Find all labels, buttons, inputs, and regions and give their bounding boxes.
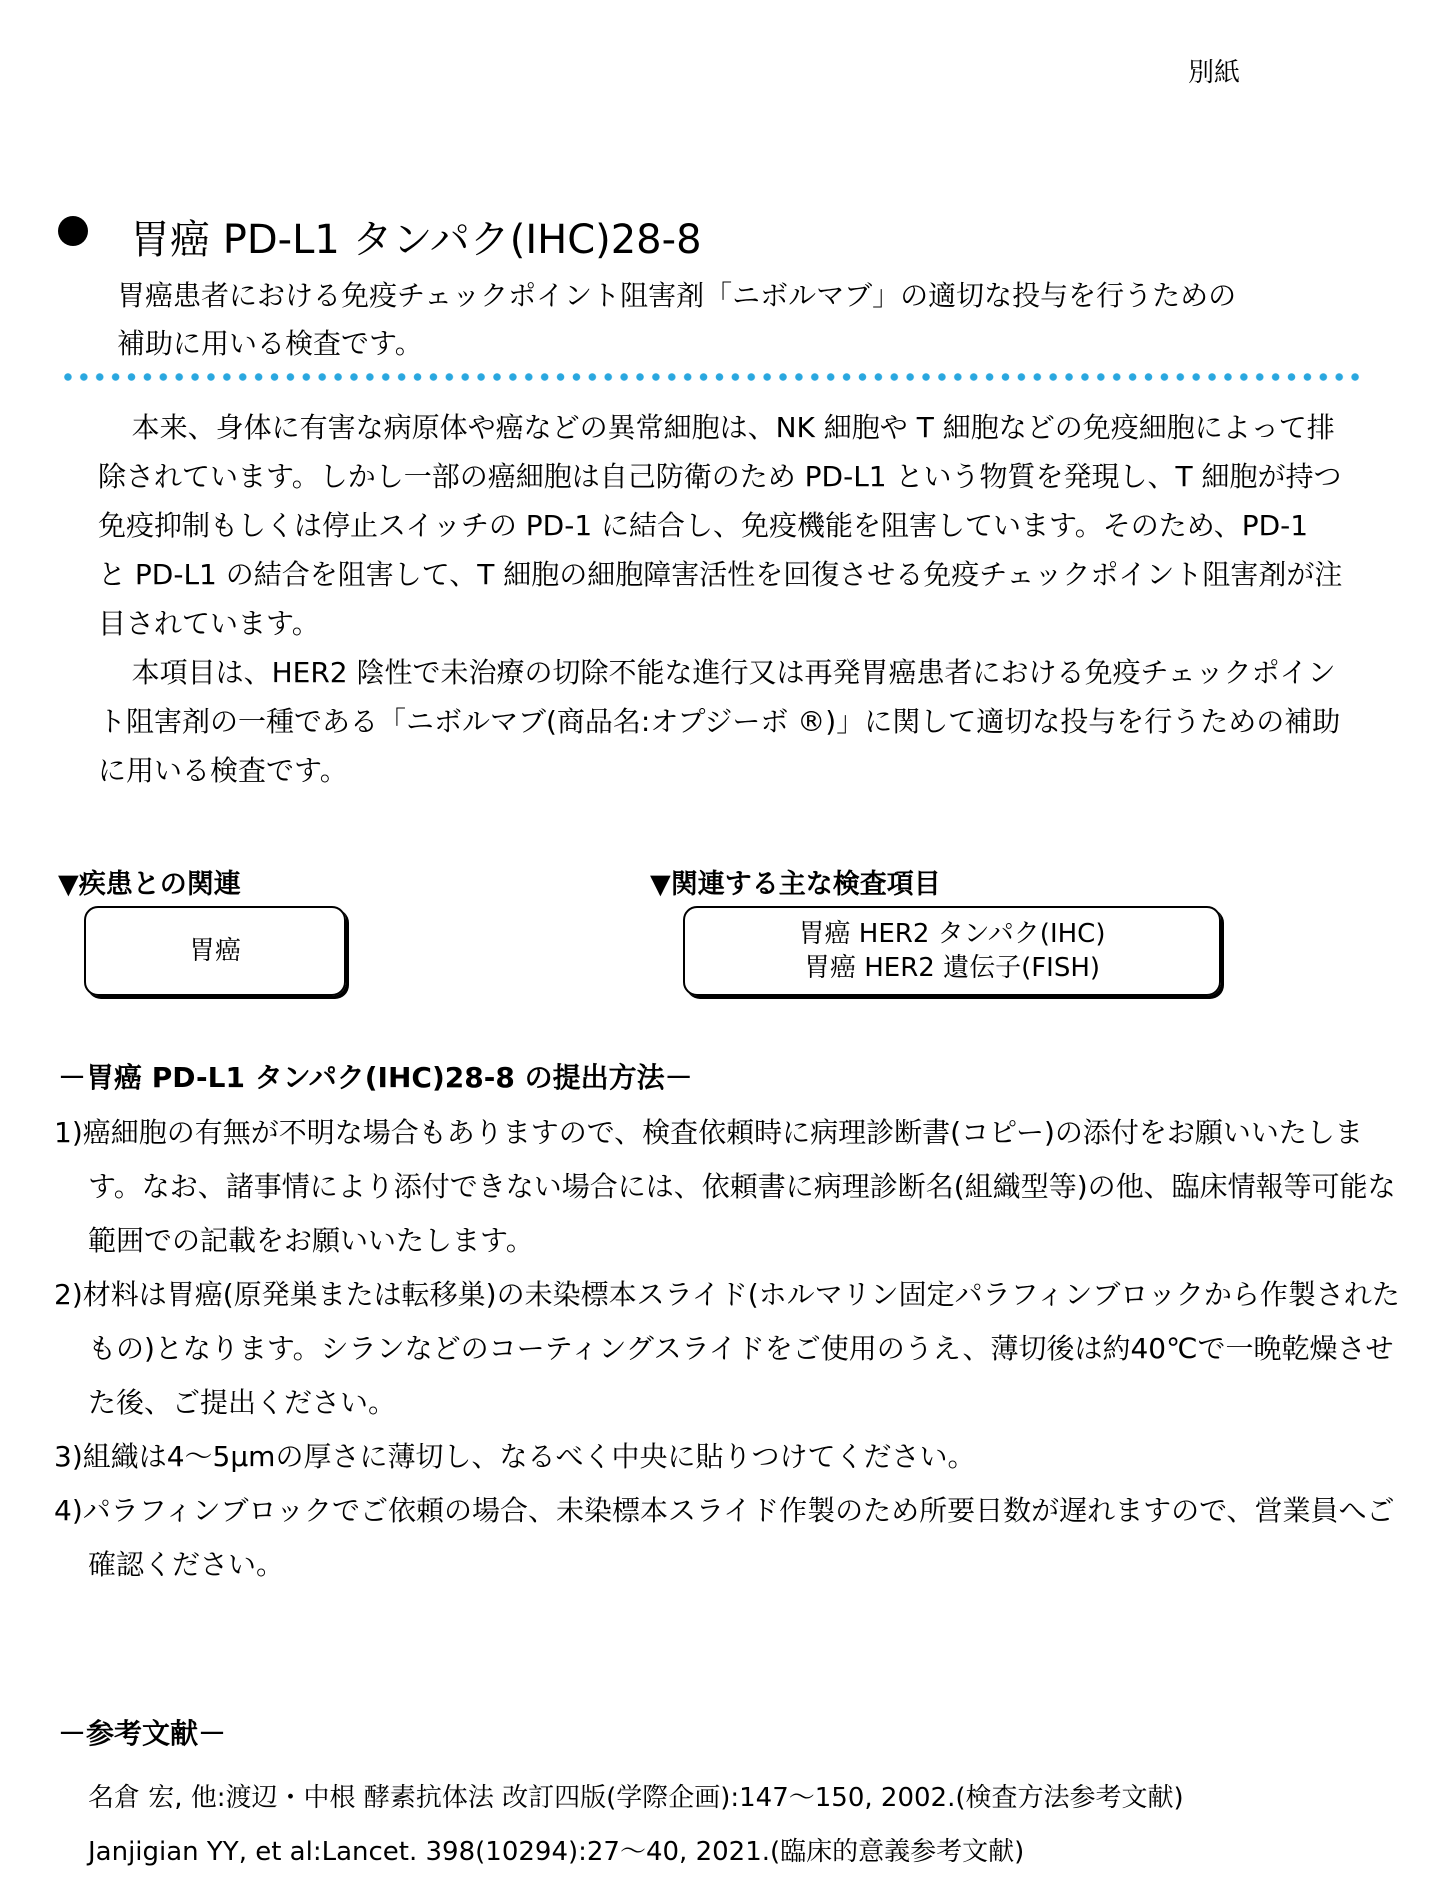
reference-item: Janjigian YY, et al:Lancet. 398(10294):27～40, 2021.(臨床的意義参考文献) <box>88 1837 1025 1867</box>
submission-item: 2)材料は胃癌(原発巣または転移巣)の未染標本スライド(ホルマリン固定パラフィンブロックから作製されたもの)となります。シランなどのコーティングスライドをご使用のうえ、薄切後は約40℃で一晩乾燥させた後、ご提出ください。 <box>54 1278 1400 1419</box>
reference-item: 名倉 宏, 他:渡辺・中根 酵素抗体法 改訂四版(学際企画):147～150, 2002.(検査方法参考文献) <box>88 1783 1184 1813</box>
attachment-label: 別紙 <box>1187 58 1240 88</box>
title-bullet-icon <box>58 216 88 246</box>
related-test-item: 胃癌 HER2 遺伝子(FISH) <box>803 953 1101 983</box>
related-tests-box <box>683 906 1221 996</box>
description <box>98 403 1343 795</box>
description-paragraph: 本項目は、HER2 陰性で未治療の切除不能な進行又は再発胃癌患者における免疫チェックポイント阻害剤の一種である「ニボルマブ(商品名:オプジーボ ®)」に関して適切な投与を行うための補助に用いる検査です。 <box>98 656 1341 787</box>
submission-heading: －胃癌 PD-L1 タンパク(IHC)28-8 の提出方法－ <box>58 1061 693 1094</box>
related-test-item: 胃癌 HER2 タンパク(IHC) <box>798 919 1106 949</box>
disease-item: 胃癌 <box>188 936 241 966</box>
submission-item: 3)組織は4～5μmの厚さに薄切し、なるべく中央に貼りつけてください。 <box>54 1440 976 1473</box>
references-list <box>88 1771 1184 1879</box>
submission-item: 1)癌細胞の有無が不明な場合もありますので、検査依頼時に病理診断書(コピー)の添付をお願いいたします。なお、諸事情により添付できない場合には、依頼書に病理診断名(組織型等)の他、臨床情報等可能な範囲での記載をお願いいたします。 <box>54 1116 1396 1257</box>
submission-list <box>54 1106 1414 1592</box>
disease-box <box>84 906 346 996</box>
page-title: 胃癌 PD-L1 タンパク(IHC)28-8 <box>130 217 702 263</box>
references-heading: －参考文献－ <box>58 1717 227 1750</box>
subtitle <box>117 272 1236 368</box>
description-paragraph: 本来、身体に有害な病原体や癌などの異常細胞は、NK 細胞や T 細胞などの免疫細胞によって排除されています。しかし一部の癌細胞は自己防衛のため PD-L1 という物質を発現し、T 細胞が持つ免疫抑制もしくは停止スイッチの PD-1 に結合し、免疫機能を阻害しています。そのため、PD-1 と PD-L1 の結合を阻害して、T 細胞の細胞障害活性を回復させる免疫チェックポイント阻害剤が注目されています。 <box>98 411 1343 640</box>
related-tests-heading: ▼関連する主な検査項目 <box>650 869 941 900</box>
submission-item: 4)パラフィンブロックでご依頼の場合、未染標本スライド作製のため所要日数が遅れますので、営業員へご確認ください。 <box>54 1494 1395 1581</box>
dotted-divider <box>60 372 1360 382</box>
subtitle-line: 胃癌患者における免疫チェックポイント阻害剤「ニボルマブ」の適切な投与を行うための <box>117 279 1237 312</box>
disease-heading: ▼疾患との関連 <box>58 869 241 900</box>
subtitle-line: 補助に用いる検査です。 <box>117 327 423 360</box>
